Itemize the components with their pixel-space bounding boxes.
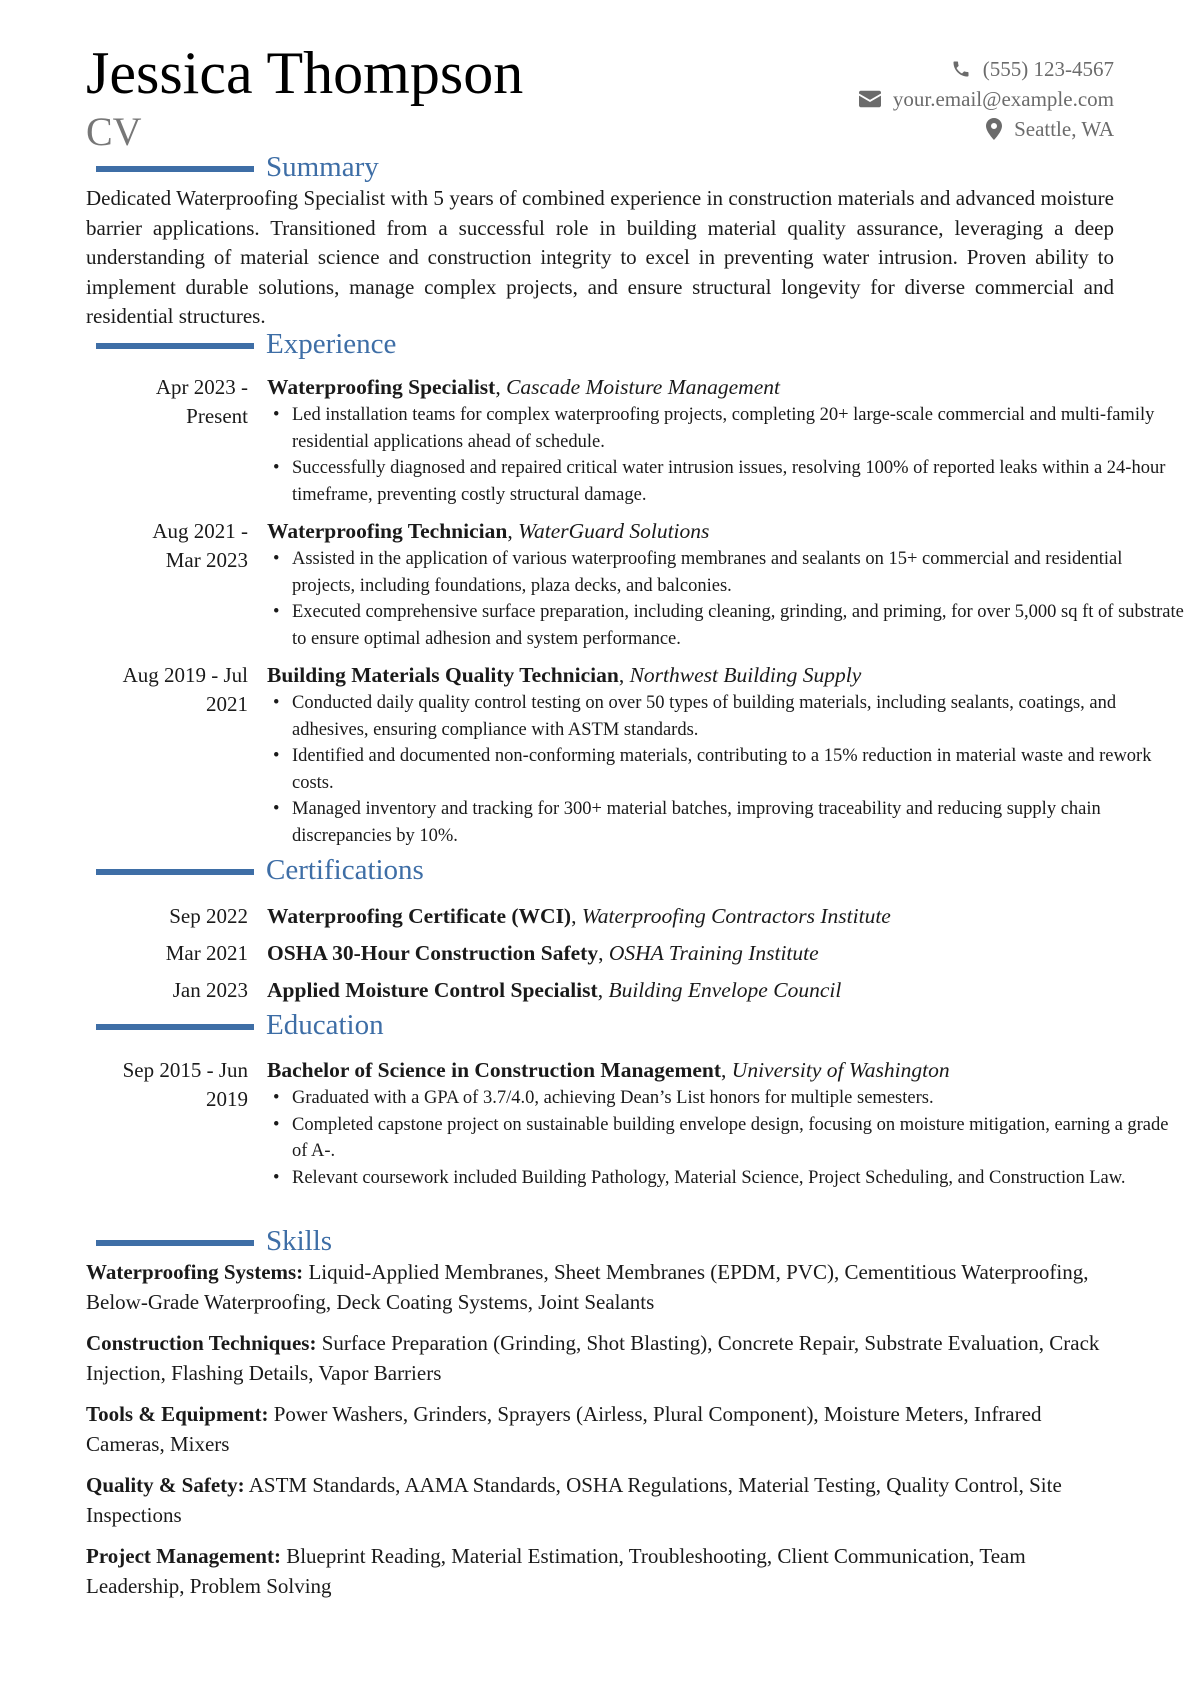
entry-date — [86, 373, 248, 431]
cert-date: Sep 2022 — [169, 904, 248, 928]
section-title: Certifications — [266, 854, 424, 886]
list-item: • Completed capstone project on sustainable building envelope design, focusing on moisture mitigation, earning a grade of A-. — [267, 1112, 1187, 1165]
section-title: Experience — [266, 328, 397, 360]
cert-name: OSHA 30-Hour Construction Safety — [267, 941, 599, 965]
skill-items: Blueprint Reading, Material Estimation, Troubleshooting, Client Communication, Team Leadership, Problem Solving — [86, 1544, 1026, 1598]
certification-entry — [86, 902, 1114, 932]
section-title: Skills — [266, 1225, 333, 1257]
contact-phone[interactable] — [754, 54, 1114, 84]
cert-date: Jan 2023 — [172, 978, 248, 1002]
skill-group — [86, 1471, 1114, 1530]
contact-info — [754, 54, 1114, 144]
cert-issuer: OSHA Training Institute — [608, 941, 819, 965]
envelope-icon — [859, 90, 881, 108]
job-role: Building Materials Quality Technician — [267, 663, 619, 687]
cert-date: Mar 2021 — [165, 941, 248, 965]
skill-category: Quality & Safety: — [86, 1473, 245, 1497]
date-line: Aug 2021 - — [152, 519, 248, 543]
bullet-list — [267, 546, 1187, 652]
section-accent-bar — [96, 1024, 254, 1030]
candidate-name: Jessica Thompson — [86, 40, 524, 106]
organization: WaterGuard Solutions — [518, 519, 710, 543]
section-heading-summary — [96, 151, 996, 188]
entry-date — [86, 517, 248, 575]
summary-text: Dedicated Waterproofing Specialist with 5 years of combined experience in construction materials and advanced moisture barrier applications. Transitioned from a successful role in building material quality assurance, leveraging a deep understanding of material science and construction integrity to excel in preventing water intrusion. Proven ability to implement durable solutions, manage complex projects, and ensure structural longevity for diverse commercial and residential structures. — [86, 186, 1114, 328]
bullet-list — [267, 690, 1187, 849]
section-heading-education — [96, 1009, 996, 1046]
section-accent-bar — [96, 166, 254, 172]
entry-body — [267, 373, 1187, 508]
date-line: Sep 2015 - Jun — [122, 1058, 248, 1082]
skill-items: Power Washers, Grinders, Sprayers (Airless, Plural Component), Moisture Meters, Infrared Cameras, Mixers — [86, 1402, 1042, 1456]
phone-icon — [951, 59, 971, 79]
skill-group — [86, 1542, 1114, 1601]
cert-title: Waterproofing Certificate (WCI), Waterproofing Contractors Institute — [267, 904, 891, 928]
section-heading-experience — [96, 328, 996, 365]
contact-location — [754, 114, 1114, 144]
date-line: 2021 — [206, 692, 248, 716]
email-text: your.email@example.com — [892, 86, 1114, 111]
date-line: 2019 — [206, 1087, 248, 1111]
contact-email[interactable] — [754, 84, 1114, 114]
list-item: • Graduated with a GPA of 3.7/4.0, achieving Dean’s List honors for multiple semesters. — [267, 1085, 1187, 1112]
phone-text: (555) 123-4567 — [982, 56, 1114, 81]
section-heading-certifications — [96, 854, 996, 891]
section-accent-bar — [96, 869, 254, 875]
skills-list — [86, 1258, 1114, 1613]
entry-date — [86, 1056, 248, 1114]
job-role: Waterproofing Technician — [267, 519, 508, 543]
certification-entry — [86, 939, 1114, 969]
skill-items: ASTM Standards, AAMA Standards, OSHA Regulations, Material Testing, Quality Control, Site Inspections — [86, 1473, 1062, 1527]
list-item: • Executed comprehensive surface preparation, including cleaning, grinding, and priming, for over 5,000 sq ft of substrate to ensure optimal adhesion and system performance. — [267, 599, 1187, 652]
entry-title: Waterproofing Specialist, Cascade Moisture Management — [267, 375, 780, 399]
section-title: Summary — [266, 151, 379, 183]
map-marker-icon — [986, 118, 1002, 140]
skill-group — [86, 1258, 1114, 1317]
entry-body — [267, 1056, 1187, 1191]
skill-group — [86, 1329, 1114, 1388]
cert-title: Applied Moisture Control Specialist, Building Envelope Council — [267, 978, 842, 1002]
date-line: Mar 2023 — [165, 548, 248, 572]
skill-items: Liquid-Applied Membranes, Sheet Membranes (EPDM, PVC), Cementitious Waterproofing, Below-Grade Waterproofing, Deck Coating Systems, Joint Sealants — [86, 1260, 1089, 1314]
skill-category: Tools & Equipment: — [86, 1402, 269, 1426]
list-item: • Led installation teams for complex waterproofing projects, completing 20+ large-scale commercial and multi-family residential applications ahead of schedule. — [267, 402, 1187, 455]
section-heading-skills — [96, 1225, 996, 1262]
section-accent-bar — [96, 343, 254, 349]
school: University of Washington — [731, 1058, 950, 1082]
skill-category: Construction Techniques: — [86, 1331, 317, 1355]
entry-body — [267, 661, 1187, 849]
list-item: • Identified and documented non-conforming materials, contributing to a 15% reduction in material waste and rework costs. — [267, 743, 1187, 796]
date-line: Present — [186, 404, 248, 428]
organization: Cascade Moisture Management — [506, 375, 780, 399]
section-accent-bar — [96, 1240, 254, 1246]
cert-name: Applied Moisture Control Specialist — [267, 978, 598, 1002]
entry-title: Building Materials Quality Technician, Northwest Building Supply — [267, 663, 862, 687]
list-item: • Relevant coursework included Building Pathology, Material Science, Project Scheduling, and Construction Law. — [267, 1165, 1187, 1192]
document-subtitle: CV — [86, 109, 142, 154]
section-title: Education — [266, 1009, 384, 1041]
certification-entry — [86, 976, 1114, 1006]
cert-issuer: Building Envelope Council — [608, 978, 842, 1002]
skill-group — [86, 1400, 1114, 1459]
degree: Bachelor of Science in Construction Management — [267, 1058, 722, 1082]
skill-items: Surface Preparation (Grinding, Shot Blasting), Concrete Repair, Substrate Evaluation, Crack Injection, Flashing Details, Vapor Barriers — [86, 1331, 1100, 1385]
cert-title: OSHA 30-Hour Construction Safety, OSHA Training Institute — [267, 941, 819, 965]
list-item: • Assisted in the application of various waterproofing membranes and sealants on 15+ commercial and residential projects, including foundations, plaza decks, and balconies. — [267, 546, 1187, 599]
list-item: • Managed inventory and tracking for 300+ material batches, improving traceability and reducing supply chain discrepancies by 10%. — [267, 796, 1187, 849]
list-item: • Conducted daily quality control testing on over 50 types of building materials, including sealants, coatings, and adhesives, ensuring compliance with ASTM standards. — [267, 690, 1187, 743]
job-role: Waterproofing Specialist — [267, 375, 496, 399]
bullet-list — [267, 402, 1187, 508]
cert-issuer: Waterproofing Contractors Institute — [581, 904, 891, 928]
entry-body — [267, 517, 1187, 652]
location-text: Seattle, WA — [1014, 116, 1114, 141]
date-line: Aug 2019 - Jul — [122, 663, 248, 687]
entry-title: Bachelor of Science in Construction Management, University of Washington — [267, 1058, 950, 1082]
bullet-list — [267, 1085, 1187, 1191]
list-item: • Successfully diagnosed and repaired critical water intrusion issues, resolving 100% of reported leaks within a 24-hour timeframe, preventing costly structural damage. — [267, 455, 1187, 508]
cert-name: Waterproofing Certificate (WCI) — [267, 904, 572, 928]
skill-category: Project Management: — [86, 1544, 281, 1568]
entry-title: Waterproofing Technician, WaterGuard Solutions — [267, 519, 710, 543]
date-line: Apr 2023 - — [155, 375, 248, 399]
skill-category: Waterproofing Systems: — [86, 1260, 304, 1284]
entry-date — [86, 661, 248, 719]
organization: Northwest Building Supply — [629, 663, 862, 687]
